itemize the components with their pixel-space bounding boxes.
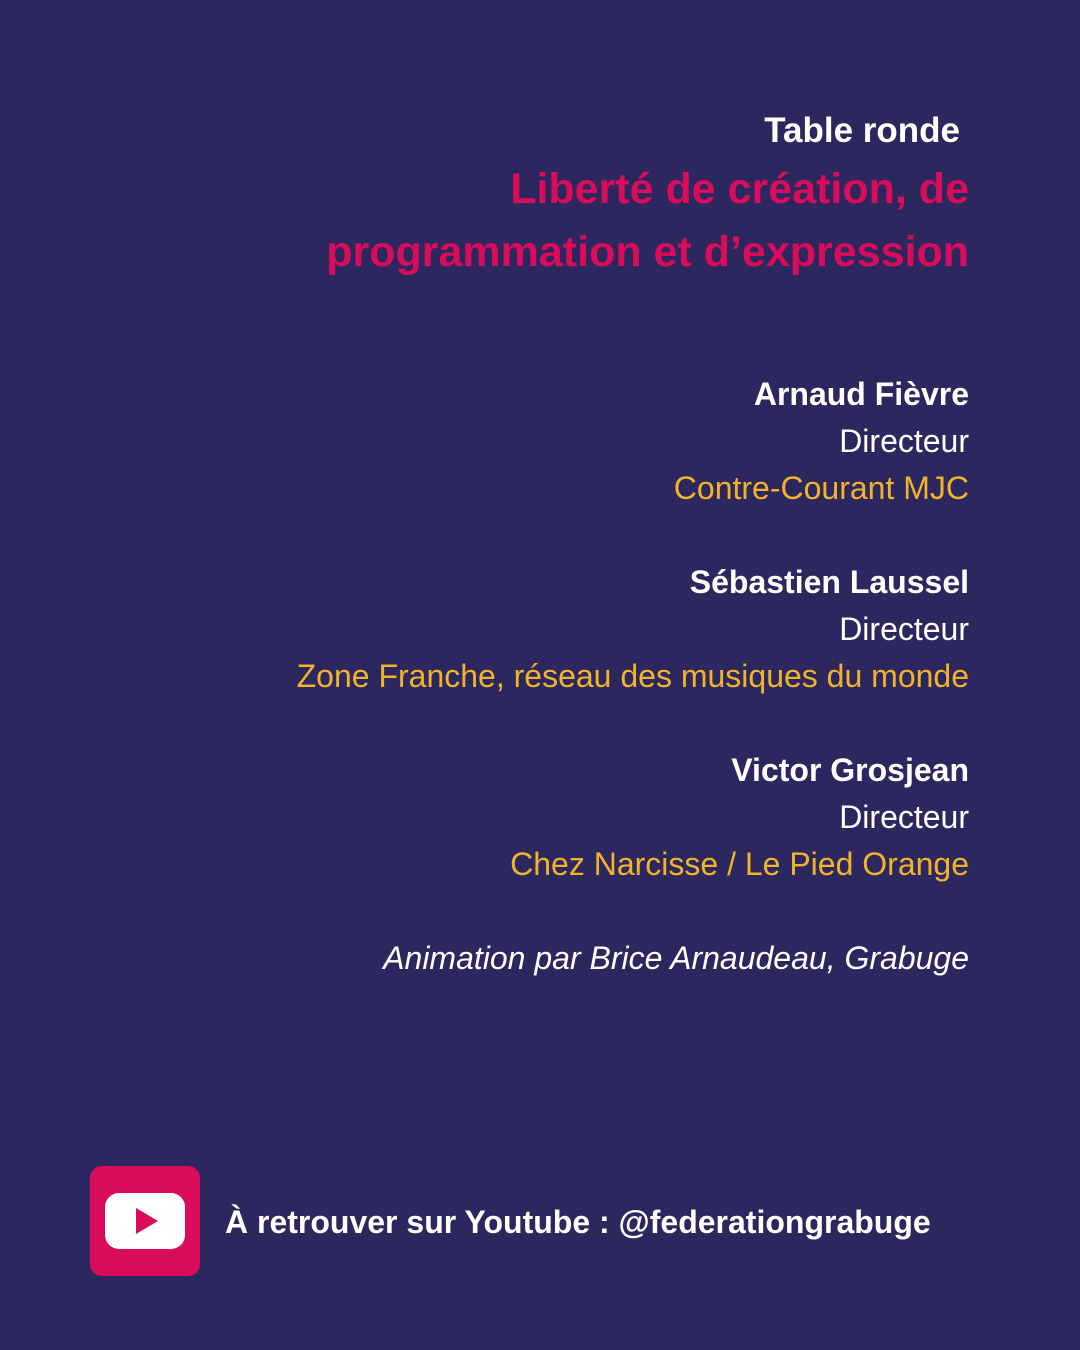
speaker-role: Directeur — [839, 611, 969, 647]
event-title-line-1: Liberté de création, de — [510, 165, 969, 213]
youtube-channel-text: À retrouver sur Youtube : @federationgrabuge — [225, 1204, 931, 1240]
speaker-role: Directeur — [839, 423, 969, 459]
header — [109, 108, 969, 284]
youtube-badge[interactable] — [90, 1166, 200, 1276]
speaker-name: Sébastien Laussel — [689, 564, 969, 600]
footer — [90, 1166, 1010, 1277]
speaker-name: Arnaud Fièvre — [753, 376, 969, 412]
speaker-organization: Zone Franche, réseau des musiques du monde — [296, 658, 969, 694]
speaker-item — [109, 371, 969, 512]
speaker-role: Directeur — [839, 799, 969, 835]
speaker-list — [109, 371, 969, 935]
speaker-item — [109, 747, 969, 888]
speaker-name: Victor Grosjean — [731, 752, 969, 788]
speaker-item — [109, 559, 969, 700]
event-title-line-2: programmation et d’expression — [326, 228, 969, 276]
event-title — [109, 158, 969, 284]
event-type: Table ronde — [764, 111, 960, 150]
speaker-organization: Contre-Courant MJC — [673, 470, 969, 506]
youtube-icon — [105, 1193, 185, 1249]
moderator-credit: Animation par Brice Arnaudeau, Grabuge — [383, 940, 969, 976]
speaker-organization: Chez Narcisse / Le Pied Orange — [510, 846, 969, 882]
